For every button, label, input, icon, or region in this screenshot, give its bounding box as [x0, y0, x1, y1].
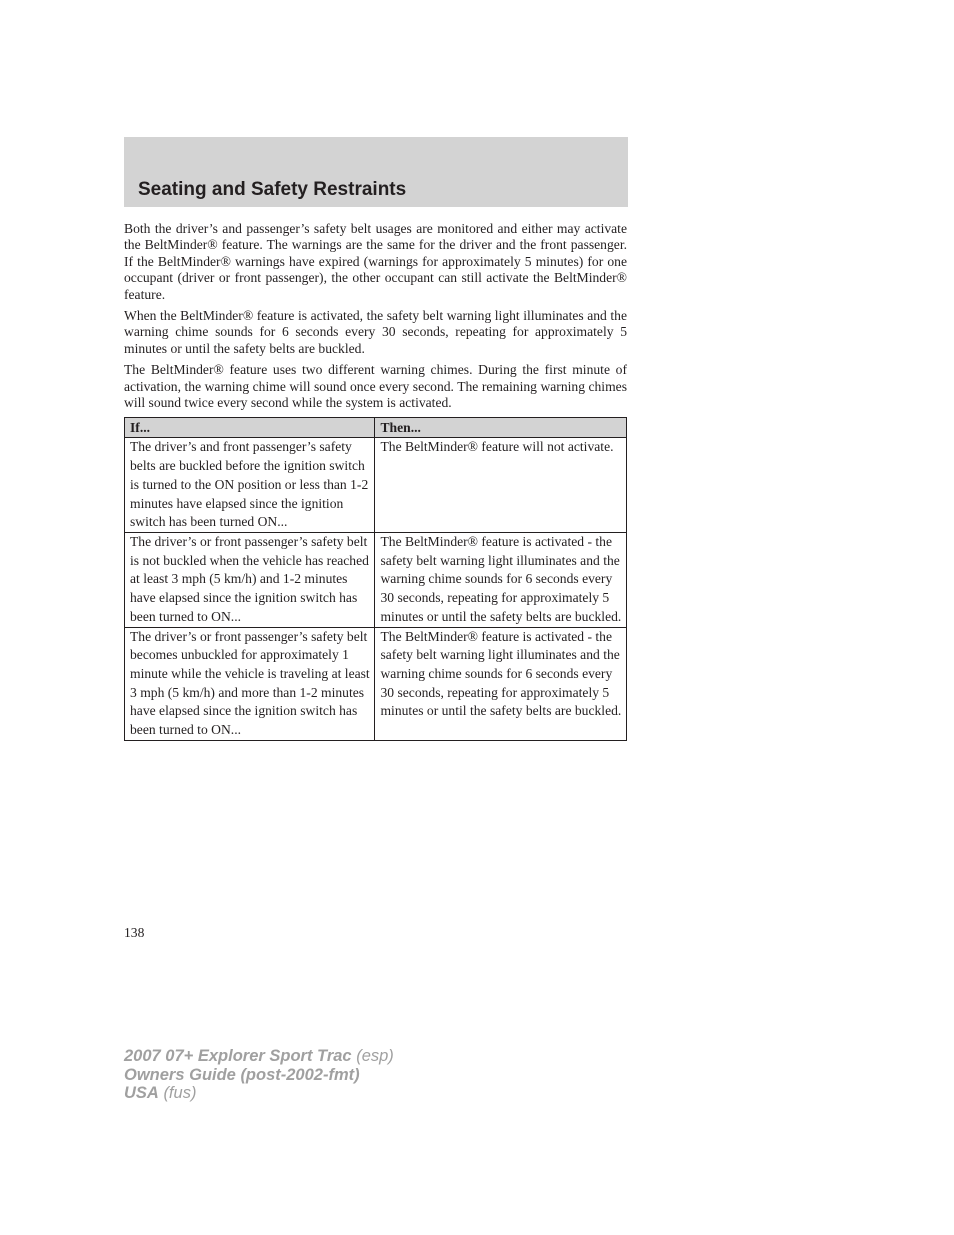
footer-line-market — [124, 1084, 394, 1103]
footer-model-code: (esp) — [356, 1047, 394, 1065]
table-cell-then: The BeltMinder® feature is activated - the safety belt warning light illuminates and the warning chime sounds for 6 seconds every 30 seconds, repeating for approximately 5 minutes or until the safety belts are buckled. — [375, 627, 627, 740]
footer-market: USA — [124, 1084, 159, 1102]
footer-guide: Owners Guide (post-2002-fmt) — [124, 1065, 360, 1084]
column-header-then: Then... — [375, 418, 627, 438]
paragraph-chimes: The BeltMinder® feature uses two different warning chimes. During the first minute of activation, the warning chime will sound once every second. The remaining warning chimes will sound twice every second while the system is activated. — [124, 362, 627, 411]
paragraph-monitoring: Both the driver’s and passenger’s safety belt usages are monitored and either may activate the BeltMinder® feature. The warnings are the same for the driver and the front passenger. If the BeltMinder® warnings have expired (warnings for approximately 5 minutes) for one occupant (driver or front passenger), the other occupant can still activate the BeltMinder® feature. — [124, 221, 627, 302]
table-cell-then: The BeltMinder® feature will not activate. — [375, 438, 627, 533]
table-row — [125, 627, 627, 740]
table-row — [125, 532, 627, 627]
table-cell-if: The driver’s and front passenger’s safety belts are buckled before the ignition switch is turned to the ON position or less than 1-2 minutes have elapsed since the ignition switch has been turned ON... — [125, 438, 375, 533]
table-cell-then: The BeltMinder® feature is activated - the safety belt warning light illuminates and the warning chime sounds for 6 seconds every 30 seconds, repeating for approximately 5 minutes or until the safety belts are buckled. — [375, 532, 627, 627]
page-content — [124, 221, 627, 741]
column-header-if: If... — [125, 418, 375, 438]
table-cell-if: The driver’s or front passenger’s safety belt becomes unbuckled for approximately 1 minute while the vehicle is traveling at least 3 mph (5 km/h) and more than 1-2 minutes have elapsed since the ignition switch has been turned to ON... — [125, 627, 375, 740]
paragraph-activation: When the BeltMinder® feature is activated, the safety belt warning light illuminates and the warning chime sounds for 6 seconds every 30 seconds, repeating for approximately 5 minutes or until the safety belts are buckled. — [124, 308, 627, 356]
footer-line-guide — [124, 1066, 394, 1085]
footer-market-code: (fus) — [163, 1084, 197, 1102]
document-footer — [124, 1047, 394, 1103]
footer-model: 2007 07+ Explorer Sport Trac — [124, 1047, 352, 1065]
beltminder-condition-table — [124, 417, 627, 740]
section-header-band — [124, 137, 628, 207]
table-row — [125, 438, 627, 533]
table-cell-if: The driver’s or front passenger’s safety belt is not buckled when the vehicle has reached at least 3 mph (5 km/h) and 1-2 minutes have elapsed since the ignition switch has been turned to ON... — [125, 532, 375, 627]
table-header-row — [125, 418, 627, 438]
footer-line-model — [124, 1047, 394, 1066]
section-title: Seating and Safety Restraints — [138, 179, 407, 200]
page-number: 138 — [124, 925, 145, 940]
